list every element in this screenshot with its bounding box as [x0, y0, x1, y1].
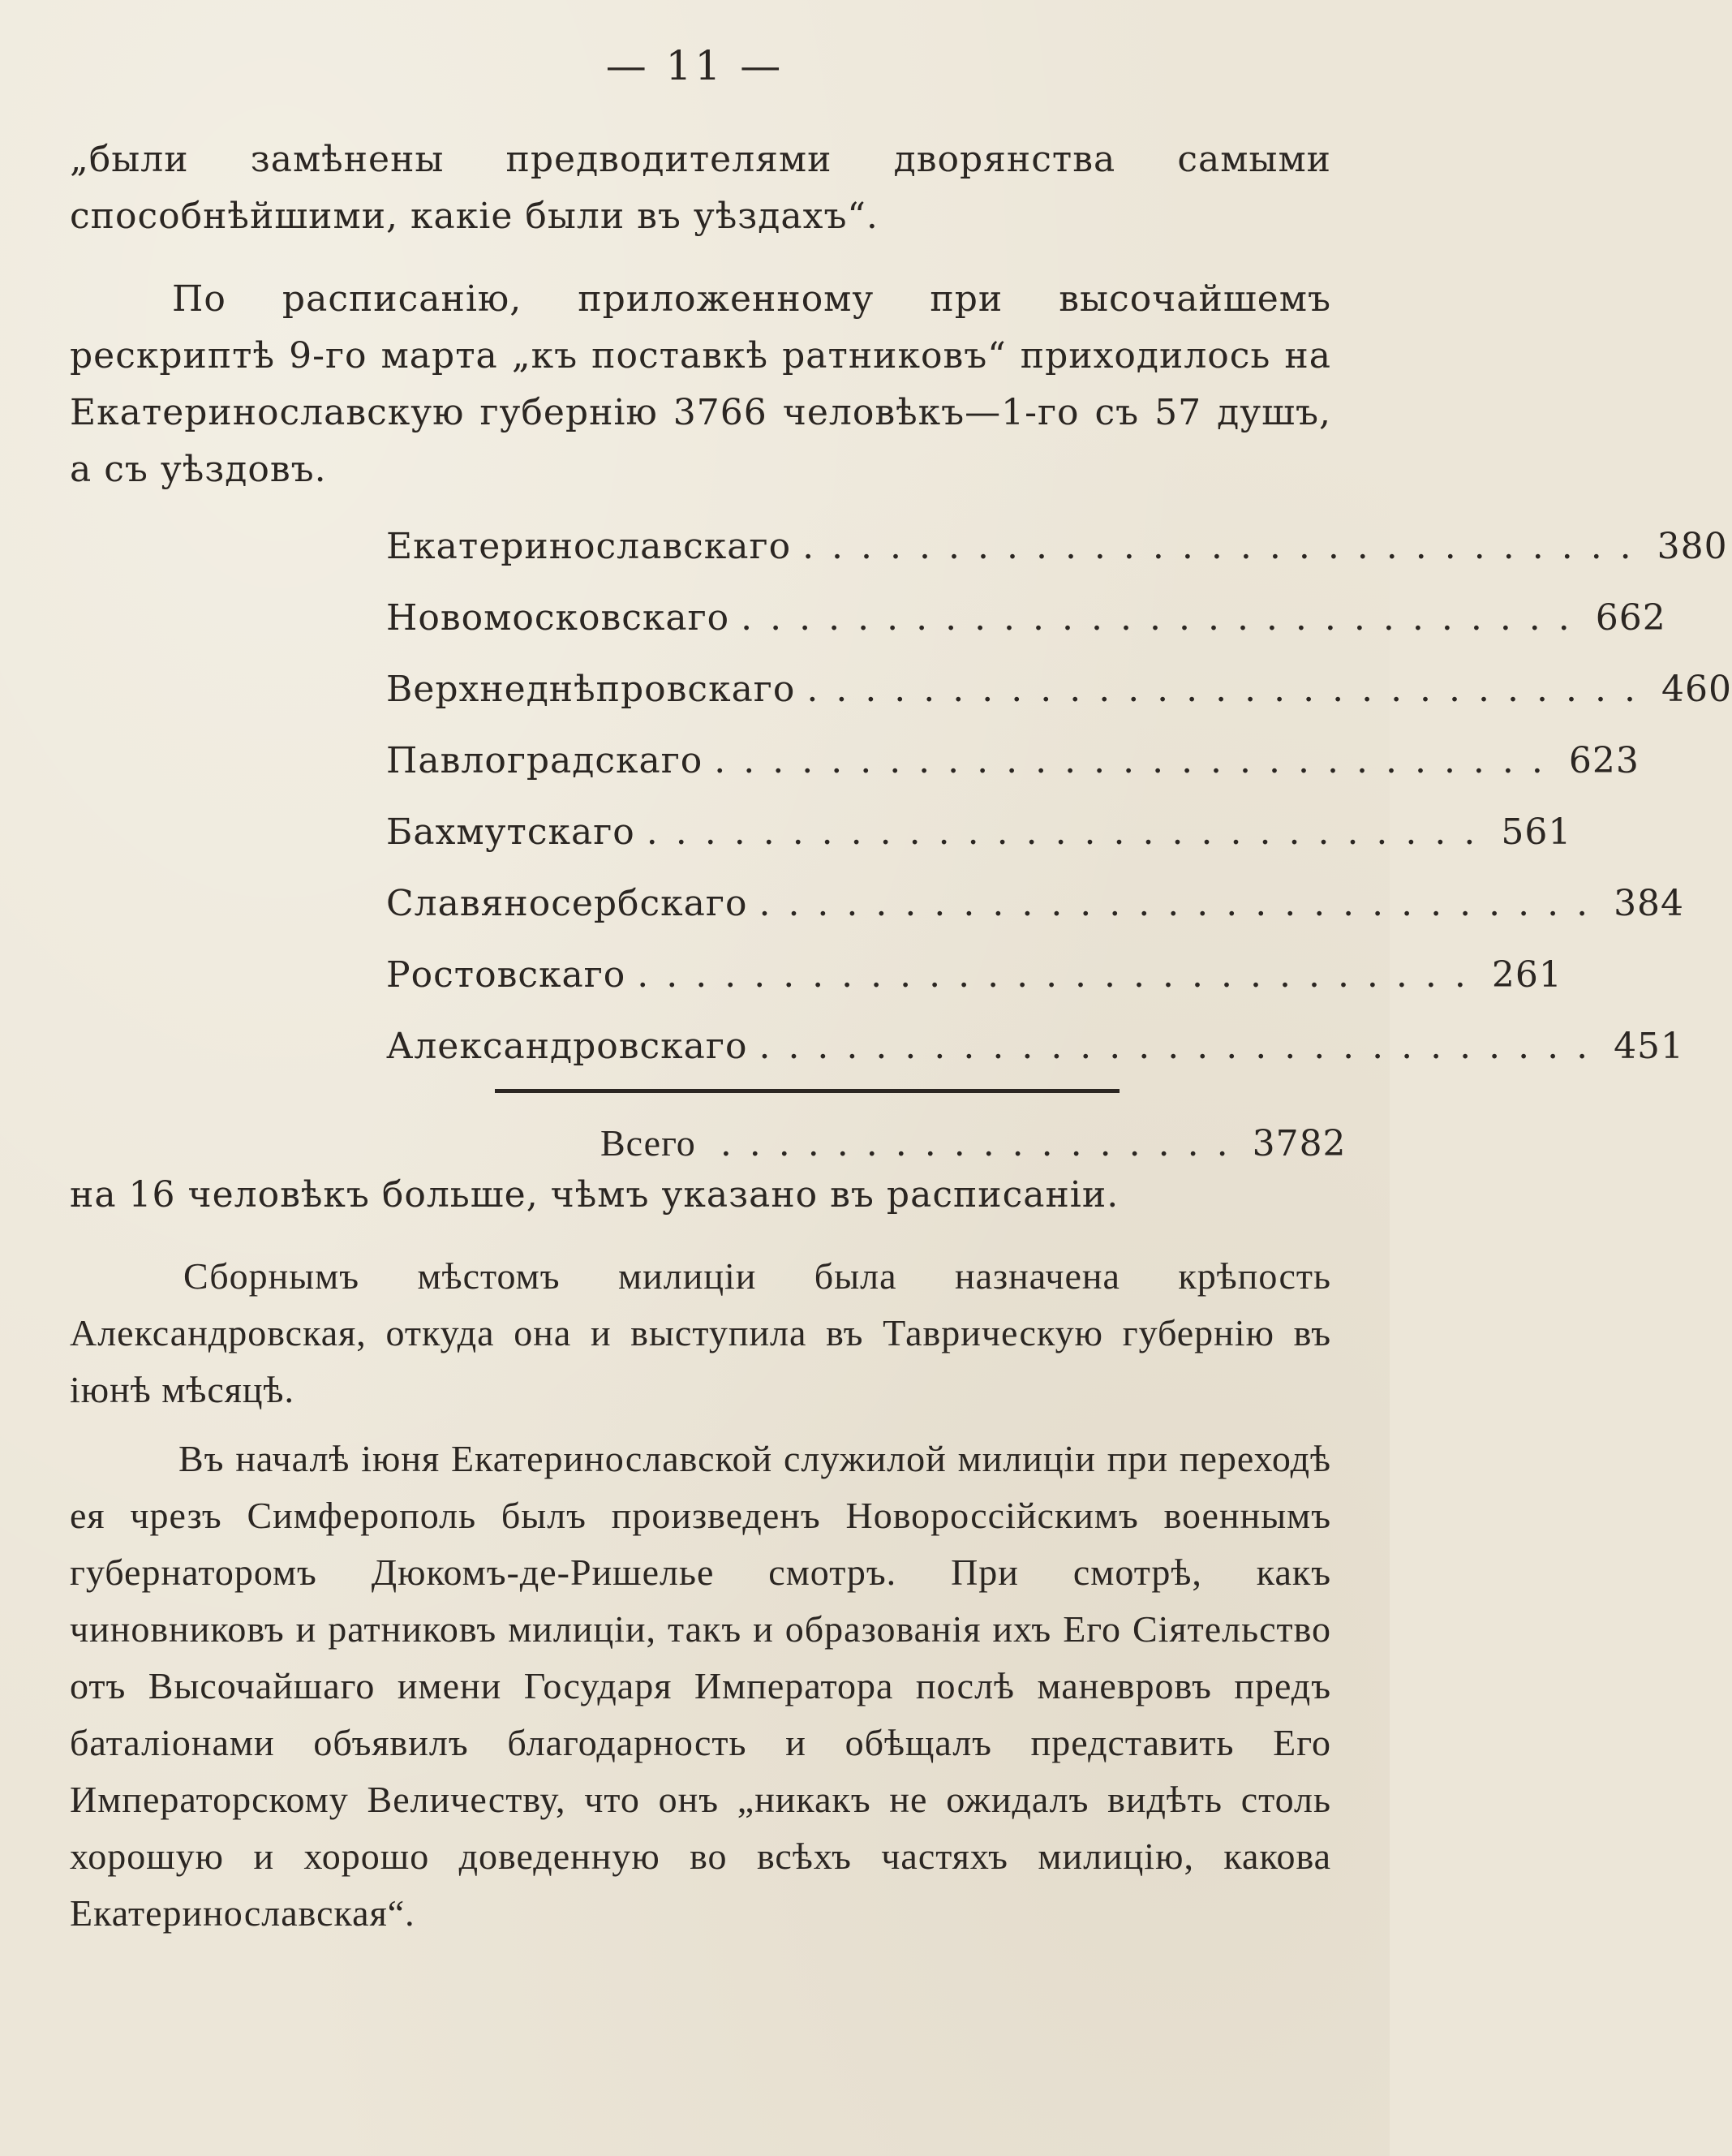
- district-value: 261: [1491, 954, 1562, 996]
- district-value: 623: [1568, 740, 1640, 781]
- paragraph-quote-end: „были замѣнены предводителями дворянства самыми способнѣйшими, какіе были въ уѣздахъ“.: [70, 139, 1331, 237]
- district-value: 460: [1661, 669, 1732, 710]
- district-value: 451: [1614, 1026, 1685, 1067]
- paragraph-difference: на 16 человѣкъ больше, чѣмъ указано въ расписаніи.: [70, 1174, 1120, 1216]
- total-value: 3782: [1252, 1123, 1347, 1164]
- paragraph-schedule: По расписанію, приложенному при высочайшемъ рескриптѣ 9-го марта „къ поставкѣ ратниковъ“ приходилось на Екатеринославскую губернію 3766 человѣкъ—1-го съ 57 душъ, а съ уѣздовъ.: [70, 278, 1331, 490]
- total-row: [600, 1121, 1347, 1164]
- district-name: Павлоградскаго: [386, 740, 703, 781]
- district-name: Новомосковскаго: [386, 597, 730, 639]
- total-label: Всего: [600, 1122, 696, 1164]
- page-number: — 11 —: [605, 42, 784, 89]
- district-value: 384: [1614, 883, 1685, 924]
- table-row: [386, 883, 1685, 954]
- sum-rule: [495, 1089, 1120, 1093]
- table-row: [386, 811, 1572, 883]
- district-name: Екатеринославскаго: [386, 526, 792, 567]
- leader-dots: .............................: [646, 811, 1493, 853]
- leader-dots: .............................: [741, 597, 1588, 639]
- table-row: [386, 954, 1562, 1026]
- table-row: [386, 740, 1640, 811]
- paragraph-assembly-point: Сборнымъ мѣстомъ милиціи была назначена крѣпость Александровская, откуда она и выступила въ Таврическую губернію въ іюнѣ мѣсяцѣ.: [70, 1255, 1331, 1410]
- district-name: Славяносербскаго: [386, 883, 748, 924]
- table-row: [386, 669, 1732, 740]
- table-row: [386, 526, 1728, 597]
- table-row: [386, 1026, 1685, 1097]
- district-value: 561: [1501, 811, 1572, 853]
- district-name: Бахмутскаго: [386, 811, 635, 853]
- leader-dots: ..................: [720, 1123, 1246, 1164]
- district-name: Александровскаго: [386, 1026, 748, 1067]
- leader-dots: .............................: [806, 669, 1653, 710]
- leader-dots: .............................: [759, 1026, 1606, 1067]
- district-name: Ростовскаго: [386, 954, 626, 996]
- leader-dots: .............................: [802, 526, 1649, 567]
- district-value: 662: [1595, 597, 1666, 639]
- table-row: [386, 597, 1666, 669]
- paragraph-review: Въ началѣ іюня Екатеринославской служилой милиціи при переходѣ ея чрезъ Симферополь былъ произведенъ Новороссійскимъ военнымъ губернаторомъ Дюкомъ-де-Ришелье смотръ. При смотрѣ, какъ чиновниковъ и ратниковъ милиціи, такъ и образованія ихъ Его Сіятельство отъ Высочайшаго имени Государя Императора послѣ маневровъ предъ баталіонами объявилъ благодарность и обѣщалъ представить Его Императорскому Величеству, что онъ „никакъ не ожидалъ видѣть столь хорошую и хорошо доведенную во всѣхъ частяхъ милицію, какова Екатеринославская“.: [70, 1438, 1331, 1934]
- leader-dots: .............................: [714, 740, 1561, 781]
- district-value: 380: [1657, 526, 1728, 567]
- district-name: Верхнеднѣпровскаго: [386, 669, 796, 710]
- leader-dots: .............................: [759, 883, 1606, 924]
- district-table: [386, 526, 1732, 1097]
- leader-dots: .............................: [637, 954, 1484, 996]
